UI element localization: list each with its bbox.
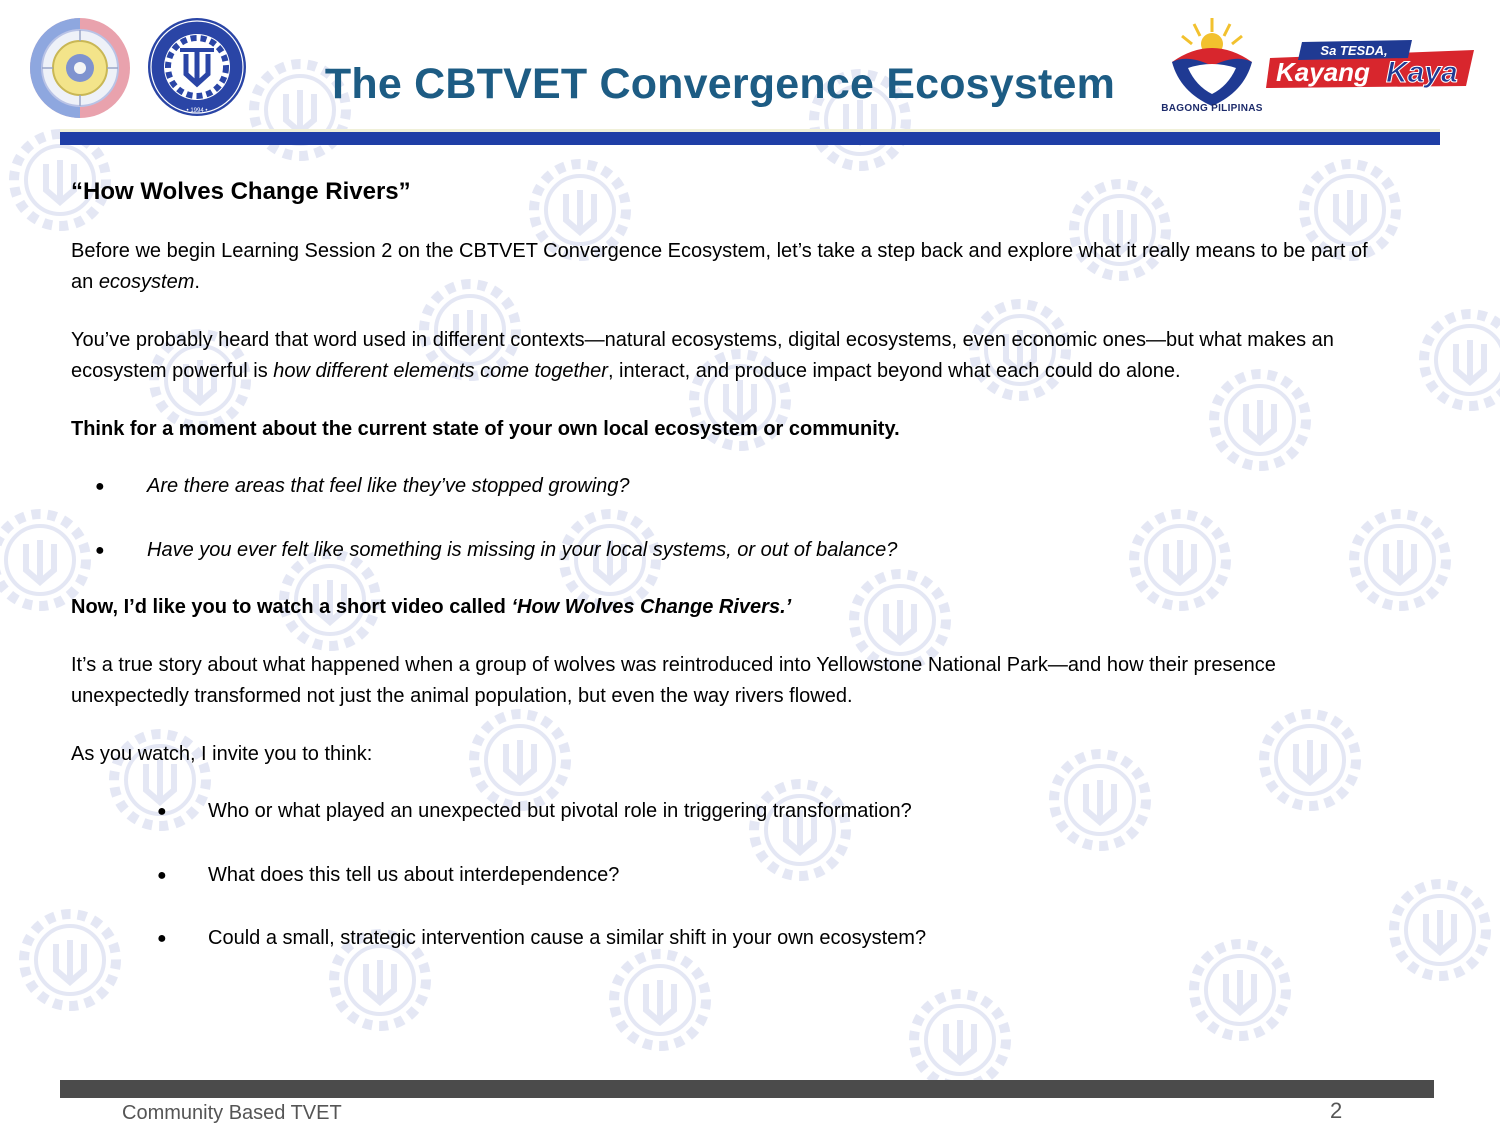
section-heading: “How Wolves Change Rivers” — [71, 178, 411, 205]
bullet-icon: ● — [157, 930, 167, 947]
kayang-kaya-logo — [1262, 40, 1480, 90]
tesda-seal-logo — [146, 16, 248, 118]
question-text: Are there areas that feel like they’ve stopped growing? — [147, 475, 630, 497]
video-intro-paragraph — [71, 592, 1371, 624]
context-text: You’ve probably heard that word used in different contexts—natural ecosystems, digital ecosystems, even economic ones—but what makes an ecosystem powerful is — [71, 328, 1334, 382]
context-emphasis: how different elements come together — [273, 360, 608, 382]
slide-body — [71, 176, 1371, 987]
bullet-icon: ● — [157, 803, 167, 820]
bullet-icon: ● — [95, 541, 105, 559]
reflection-list — [71, 796, 1371, 955]
bagong-pilipinas-caption: BAGONG PILIPINAS — [1161, 103, 1263, 114]
svg-text:Kaya: Kaya — [1386, 56, 1458, 89]
header-rule — [60, 132, 1440, 145]
footer-rule — [60, 1080, 1434, 1098]
intro-emphasis: ecosystem — [98, 271, 195, 293]
footer-text: Community Based TVET — [122, 1102, 342, 1124]
question-text: Have you ever felt like something is missing in your local systems, or out of balance? — [147, 538, 898, 561]
video-intro-text: Now, I’d like you to watch a short video called — [71, 596, 512, 618]
story-paragraph: It’s a true story about what happened when a group of wolves was reintroduced into Yellowstone National Park—and how their presence unexpectedly transformed not just the animal population, but even the way rivers flowed. — [71, 653, 1276, 707]
intro-paragraph — [71, 236, 1371, 299]
list-item — [151, 923, 1371, 955]
framework-wheel-logo — [28, 16, 132, 120]
svg-text:Sa TESDA,: Sa TESDA, — [1320, 43, 1388, 58]
list-item — [71, 535, 1371, 567]
intro-text: Before we begin Learning Session 2 on the CBTVET Convergence Ecosystem, let’s take a step back and explore what it really means to be part of an — [71, 239, 1368, 293]
context-paragraph — [71, 325, 1371, 388]
bullet-icon: ● — [157, 866, 167, 884]
bullet-icon: ● — [95, 478, 105, 495]
svg-text:Kayang: Kayang — [1276, 57, 1370, 87]
reflection-text: What does this tell us about interdependence? — [208, 863, 620, 886]
reflection-text: Could a small, strategic intervention cause a similar shift in your own ecosystem? — [208, 927, 927, 949]
video-title: ‘How Wolves Change Rivers.’ — [511, 596, 792, 618]
page-number: 2 — [1330, 1098, 1343, 1123]
invite-paragraph: As you watch, I invite you to think: — [71, 742, 373, 765]
list-item — [151, 796, 1371, 828]
intro-end: . — [194, 271, 200, 293]
slide-title: The CBTVET Convergence Ecosystem — [324, 60, 1116, 108]
prompt-paragraph: Think for a moment about the current state of your own local ecosystem or community. — [71, 417, 900, 440]
reflection-text: Who or what played an unexpected but pivotal role in triggering transformation? — [208, 800, 912, 822]
svg-text:• 1994 •: • 1994 • — [186, 108, 208, 114]
question-list — [71, 471, 1371, 566]
context-end: , interact, and produce impact beyond what each could do alone. — [607, 360, 1181, 382]
list-item — [71, 471, 1371, 503]
list-item — [151, 860, 1371, 892]
